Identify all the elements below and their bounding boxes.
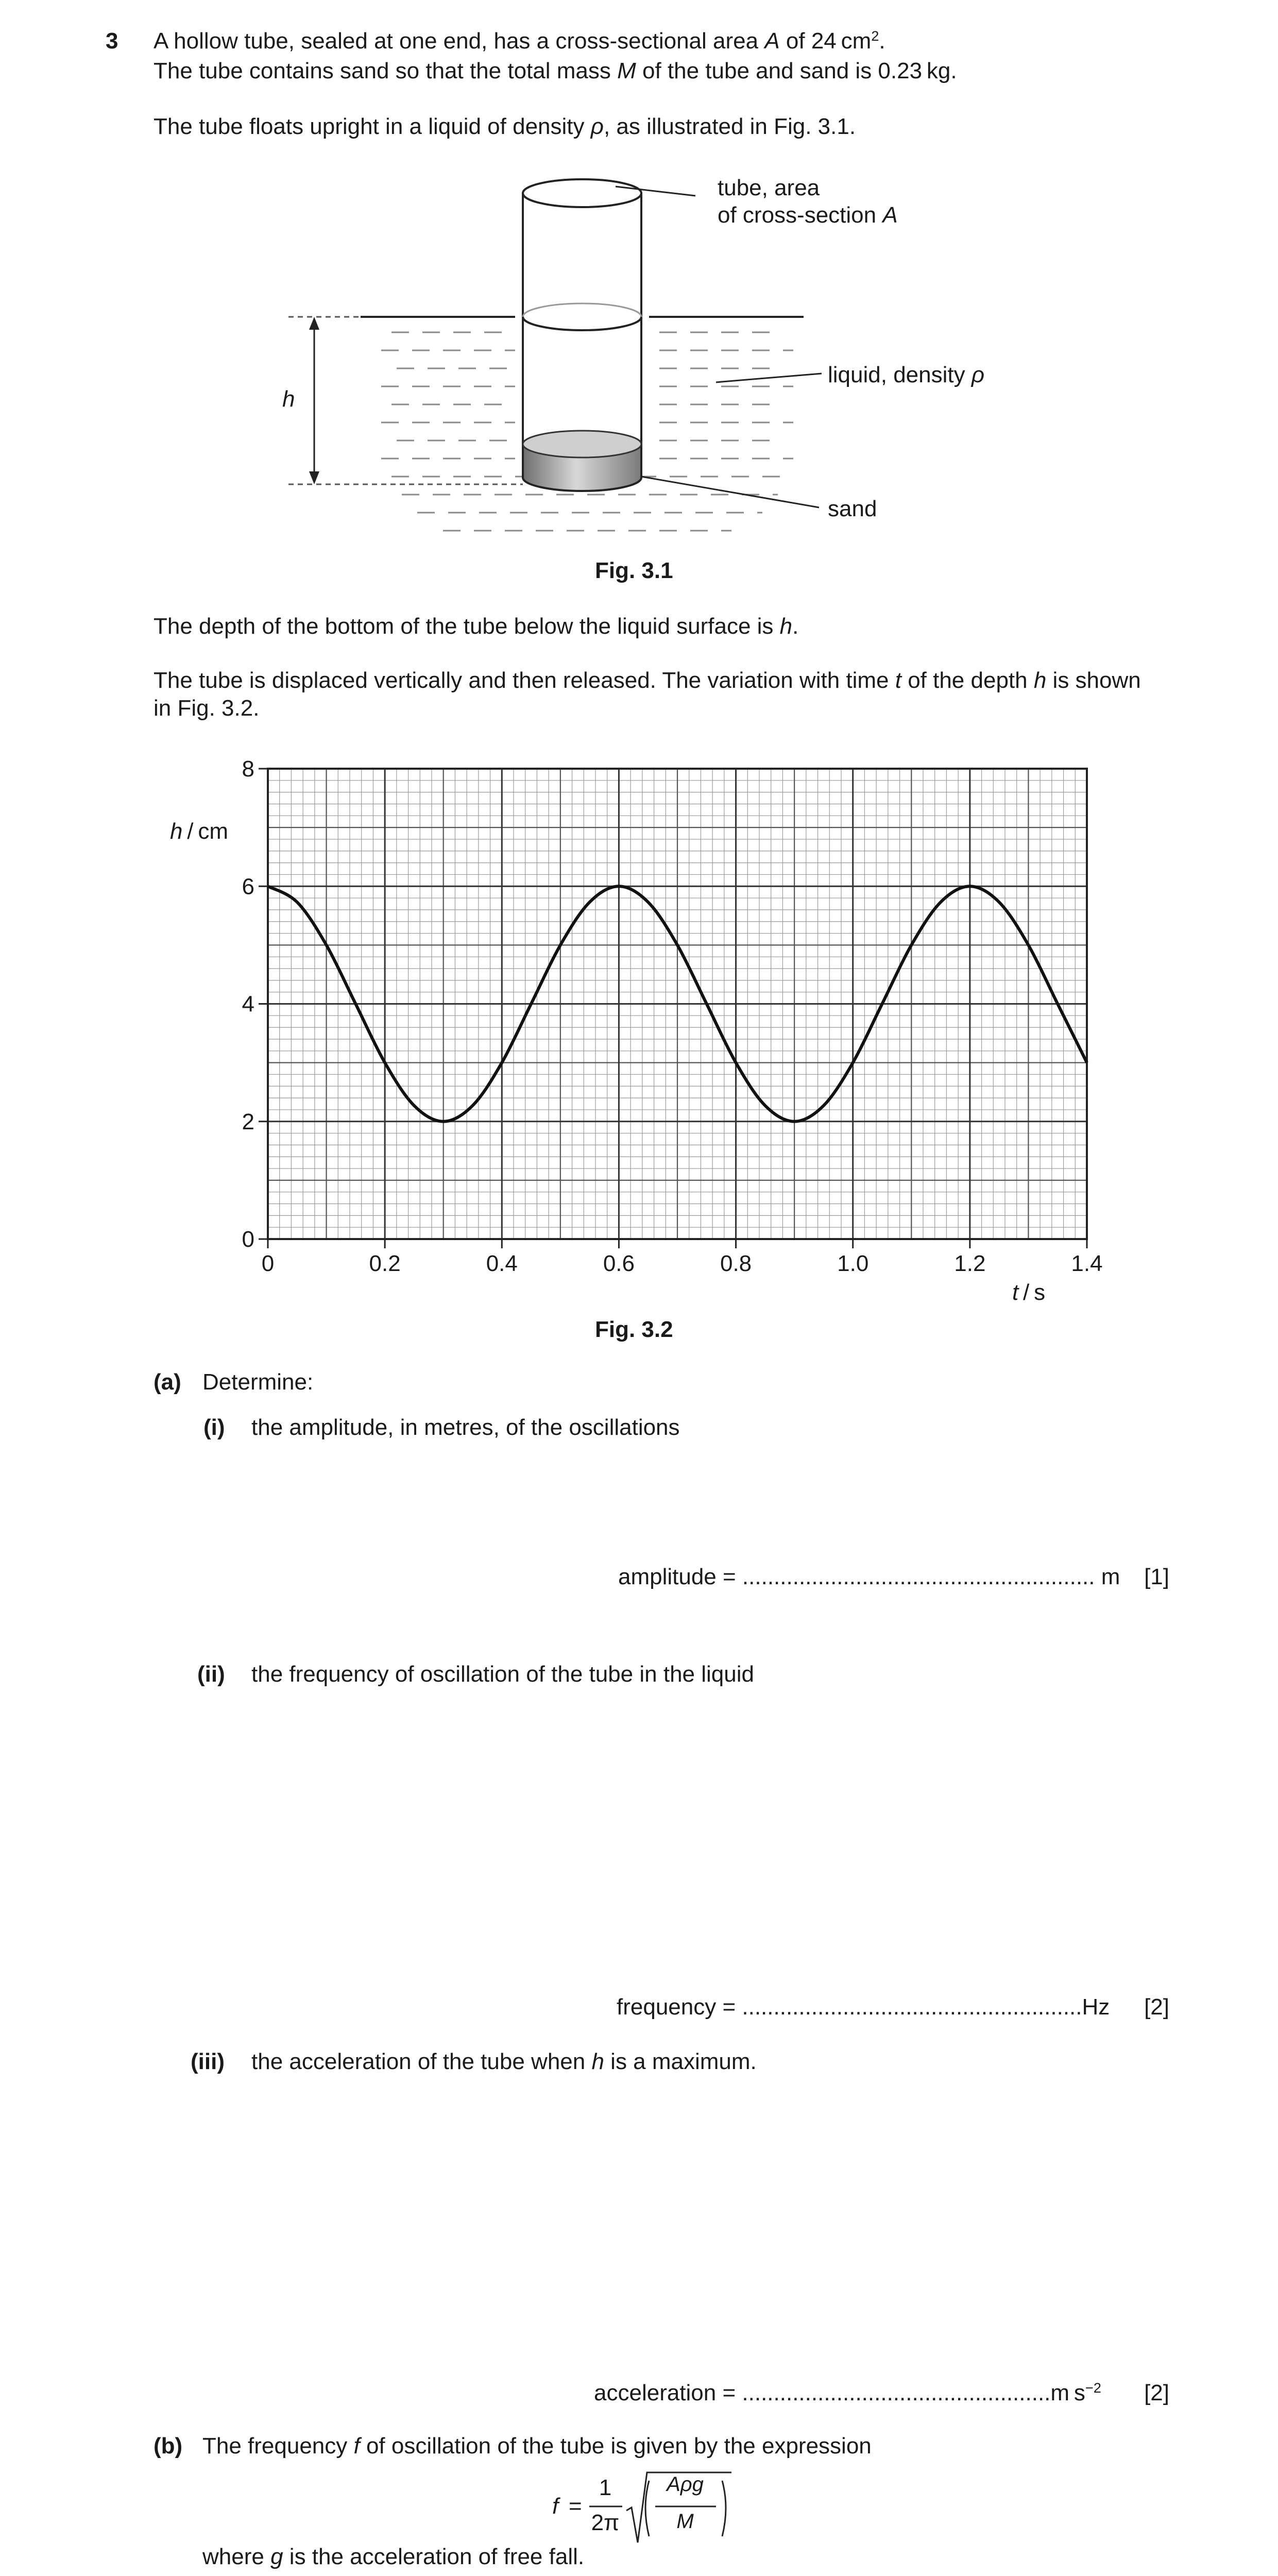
text-displaced-2: in Fig. 3.2. [154, 696, 260, 721]
x-tick-label: 0.2 [369, 1251, 401, 1276]
part-b-where: where g is the acceleration of free fall. [202, 2544, 585, 2569]
formula-lines [546, 2470, 752, 2553]
x-tick-label: 1.4 [1071, 1251, 1103, 1276]
y-tick-label: 6 [242, 874, 254, 900]
label-liquid: liquid, density ρ [828, 362, 985, 387]
text-displaced-1: The tube is displaced vertically and then released. The variation with time t of the depth h is shown [154, 668, 1141, 693]
label-sand: sand [828, 496, 877, 521]
fig-3-1-caption: Fig. 3.1 [595, 558, 673, 583]
label-tube: tube, area [718, 175, 820, 200]
part-a-ii-text: the frequency of oscillation of the tube in the liquid [251, 1662, 754, 1687]
y-axis-label: h / cm [170, 819, 228, 844]
label-tube-cross-section: of cross-section A [718, 202, 898, 228]
y-tick-label: 0 [242, 1227, 254, 1252]
frequency-formula [546, 2470, 752, 2553]
part-b-label: (b) [154, 2433, 183, 2459]
intro-line-3: The tube floats upright in a liquid of density ρ, as illustrated in Fig. 3.1. [154, 114, 856, 139]
amplitude-answer-line[interactable]: amplitude = ........................................................ m [618, 1564, 1120, 1589]
acceleration-answer-line[interactable]: acceleration = .................................................m $s^{-2}$ [594, 2380, 1101, 2405]
x-tick-label: 0.8 [720, 1251, 752, 1276]
part-a-i-label: (i) [203, 1415, 225, 1440]
fig-3-2-caption: Fig. 3.2 [595, 1317, 673, 1342]
part-a-ii-label: (ii) [197, 1662, 225, 1687]
fig-3-1-diagram [0, 0, 1278, 592]
part-a-ii-marks: [2] [1144, 1994, 1169, 2020]
label-h: h [282, 386, 295, 412]
frequency-answer-line[interactable]: frequency = ......................................................Hz [617, 1994, 1110, 2020]
part-a-i-marks: [1] [1144, 1564, 1169, 1589]
x-tick-label: 0.6 [603, 1251, 635, 1276]
y-tick-label: 4 [242, 991, 254, 1017]
formula-numerator: 1 [599, 2475, 612, 2500]
part-b-text: The frequency f of oscillation of the tube is given by the expression [202, 2433, 872, 2459]
x-axis-label: t / s [1012, 1280, 1046, 1305]
y-tick-label: 8 [242, 756, 254, 782]
part-a-iii-marks: [2] [1144, 2380, 1169, 2405]
part-a-i-text: the amplitude, in metres, of the oscillations [251, 1415, 680, 1440]
formula-inner-denominator: M [676, 2510, 694, 2533]
axis-ticks [259, 769, 1087, 1248]
text-depth: The depth of the bottom of the tube below the liquid surface is h. [154, 614, 799, 639]
fig-3-2-chart [0, 742, 1278, 1329]
x-tick-label: 1.0 [837, 1251, 869, 1276]
formula-denominator: 2π [591, 2510, 620, 2535]
tube [523, 179, 641, 474]
sand [523, 431, 641, 491]
question-number: 3 [106, 28, 118, 54]
part-a-iii-text: the acceleration of the tube when h is a maximum. [251, 2049, 757, 2074]
x-tick-labels [262, 1251, 1103, 1276]
part-a-text: Determine: [202, 1369, 314, 1395]
y-tick-label: 2 [242, 1109, 254, 1134]
x-tick-label: 0 [261, 1251, 275, 1276]
intro-line-2: The tube contains sand so that the total mass M of the tube and sand is 0.23 kg. [154, 58, 957, 83]
formula-lhs: f [552, 2494, 559, 2519]
formula-equals: = [569, 2494, 582, 2519]
formula-inner-numerator: Aρg [667, 2473, 704, 2496]
part-a-iii-label: (iii) [191, 2049, 225, 2074]
x-tick-label: 0.4 [486, 1251, 518, 1276]
y-tick-labels [242, 756, 254, 1252]
intro-line-1: A hollow tube, sealed at one end, has a cross-sectional area A of 24 $cm^2$. [154, 28, 885, 54]
part-a-label: (a) [154, 1369, 181, 1395]
x-tick-label: 1.2 [954, 1251, 986, 1276]
